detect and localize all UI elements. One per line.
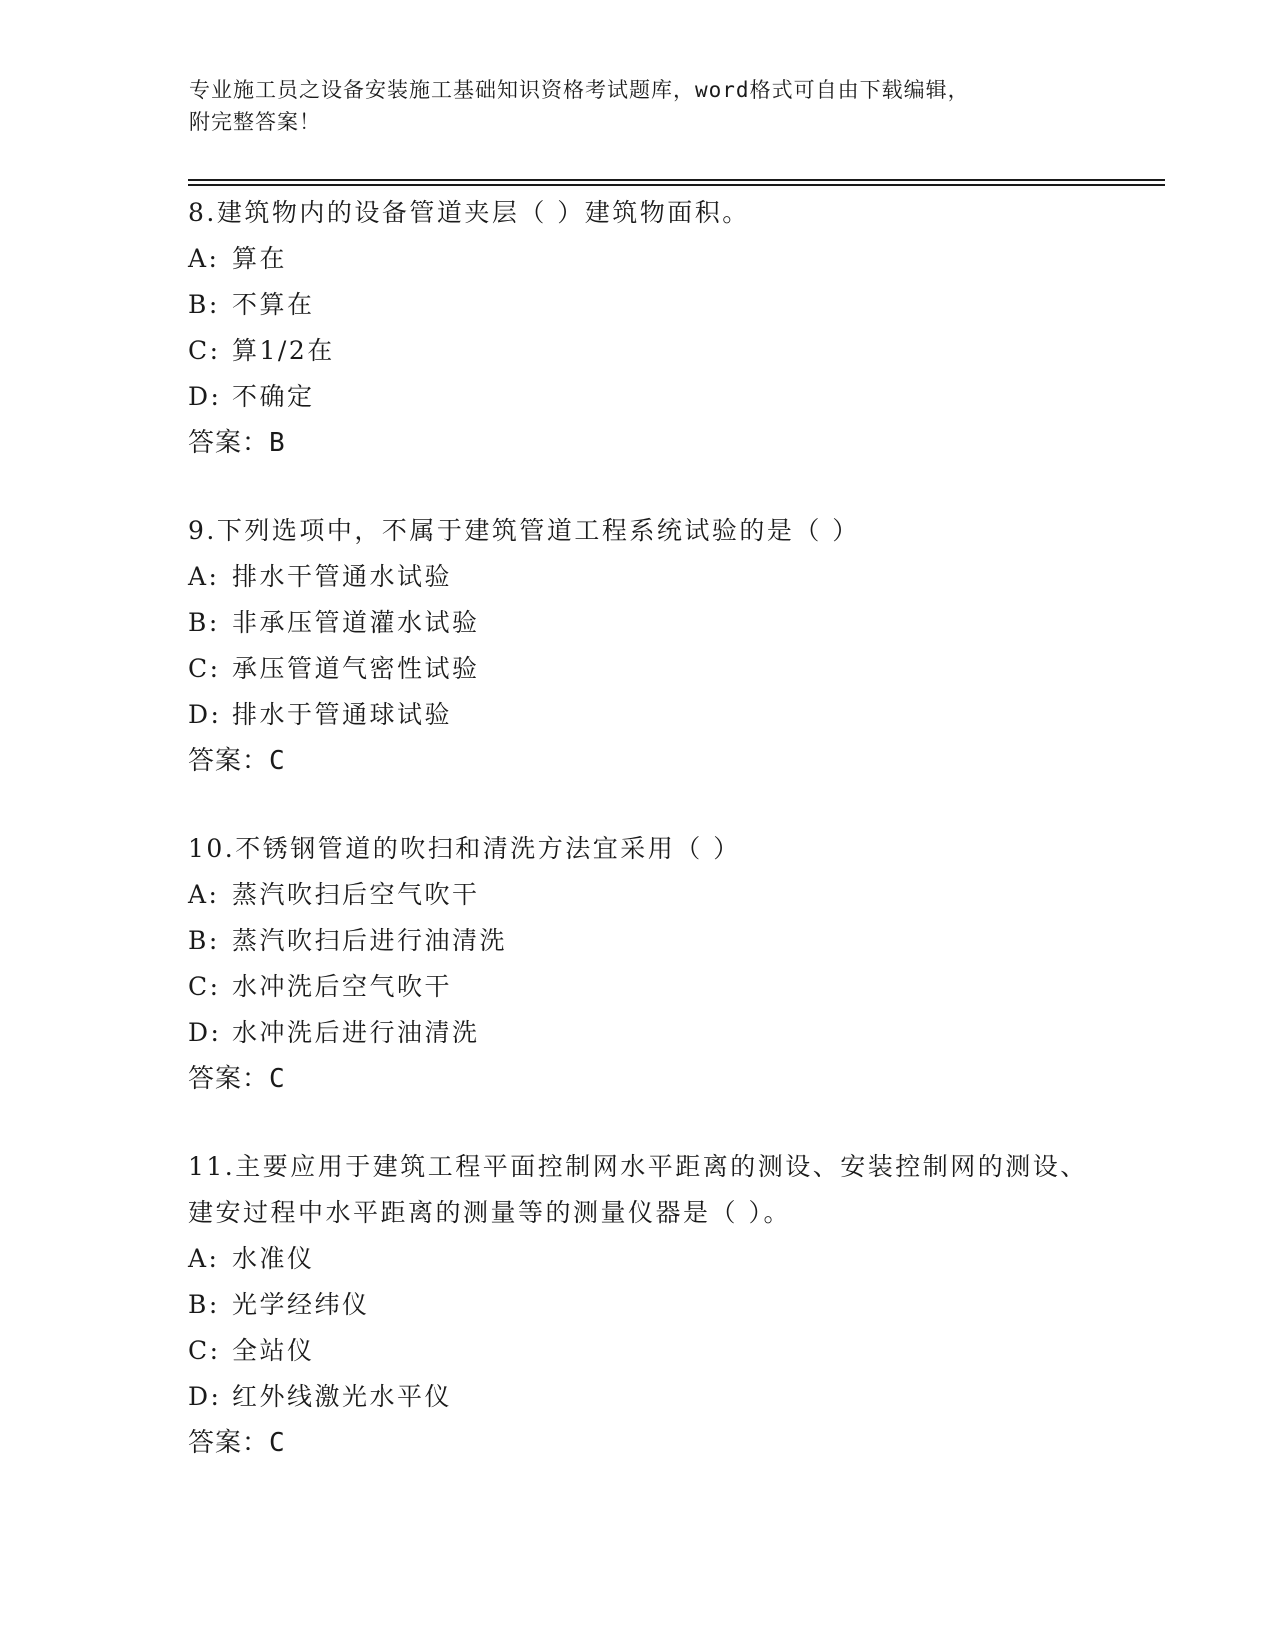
option-text: 水冲洗后进行油清洗 (232, 1018, 480, 1047)
option-letter: A: (188, 562, 220, 591)
option-text: 非承压管道灌水试验 (232, 608, 480, 637)
option-letter: B: (188, 926, 220, 955)
option-d (188, 374, 1108, 420)
option-text: 水准仪 (232, 1244, 315, 1273)
document-header (189, 74, 1089, 138)
option-letter: C: (188, 336, 221, 365)
option-text: 红外线激光水平仪 (232, 1382, 453, 1411)
header-title-line-2: 附完整答案！ (189, 110, 321, 134)
option-text: 排水于管通球试验 (232, 700, 453, 729)
option-d (188, 1010, 1108, 1056)
option-text: 全站仪 (232, 1336, 315, 1365)
option-text: 不算在 (232, 290, 315, 319)
option-a (188, 872, 1108, 918)
option-letter: D: (188, 700, 222, 729)
answer-line: 答案：C (188, 746, 286, 776)
option-letter: A: (188, 244, 220, 273)
option-a (188, 236, 1108, 282)
option-letter: C: (188, 972, 221, 1001)
option-text: 光学经纬仪 (232, 1290, 370, 1319)
option-text: 蒸汽吹扫后进行油清洗 (232, 926, 508, 955)
question-11 (188, 1144, 1108, 1466)
answer-line: 答案：C (188, 1428, 286, 1458)
option-c (188, 1328, 1108, 1374)
header-title-line-1: 专业施工员之设备安装施工基础知识资格考试题库，word格式可自由下载编辑， (189, 78, 970, 102)
option-d (188, 692, 1108, 738)
answer-line: 答案：B (188, 428, 286, 458)
question-text: 9.下列选项中，不属于建筑管道工程系统试验的是（ ） (188, 516, 860, 545)
option-text: 承压管道气密性试验 (232, 654, 480, 683)
option-text: 水冲洗后空气吹干 (232, 972, 453, 1001)
question-list (188, 190, 1108, 1508)
option-letter: A: (188, 880, 220, 909)
option-letter: B: (188, 290, 220, 319)
option-letter: D: (188, 1018, 222, 1047)
answer-line: 答案：C (188, 1064, 286, 1094)
question-text: 11.主要应用于建筑工程平面控制网水平距离的测设、安装控制网的测设、建安过程中水平距离的测量等的测量仪器是（ ）。 (188, 1152, 1088, 1227)
option-text: 算1/2在 (232, 336, 335, 365)
header-divider-bottom (188, 184, 1165, 186)
option-a (188, 554, 1108, 600)
question-10 (188, 826, 1108, 1102)
question-text: 8.建筑物内的设备管道夹层（ ）建筑物面积。 (188, 198, 750, 227)
question-text: 10.不锈钢管道的吹扫和清洗方法宜采用（ ） (188, 834, 741, 863)
option-b (188, 918, 1108, 964)
option-text: 算在 (232, 244, 288, 273)
option-letter: C: (188, 654, 221, 683)
option-b (188, 282, 1108, 328)
option-b (188, 600, 1108, 646)
option-letter: D: (188, 382, 222, 411)
option-letter: B: (188, 1290, 220, 1319)
option-c (188, 964, 1108, 1010)
option-letter: B: (188, 608, 220, 637)
option-text: 不确定 (232, 382, 315, 411)
option-c (188, 328, 1108, 374)
header-divider-top (188, 179, 1165, 181)
option-d (188, 1374, 1108, 1420)
option-b (188, 1282, 1108, 1328)
option-letter: A: (188, 1244, 220, 1273)
question-8 (188, 190, 1108, 466)
option-text: 排水干管通水试验 (232, 562, 453, 591)
question-9 (188, 508, 1108, 784)
option-letter: C: (188, 1336, 221, 1365)
option-c (188, 646, 1108, 692)
option-letter: D: (188, 1382, 222, 1411)
option-text: 蒸汽吹扫后空气吹干 (232, 880, 480, 909)
option-a (188, 1236, 1108, 1282)
